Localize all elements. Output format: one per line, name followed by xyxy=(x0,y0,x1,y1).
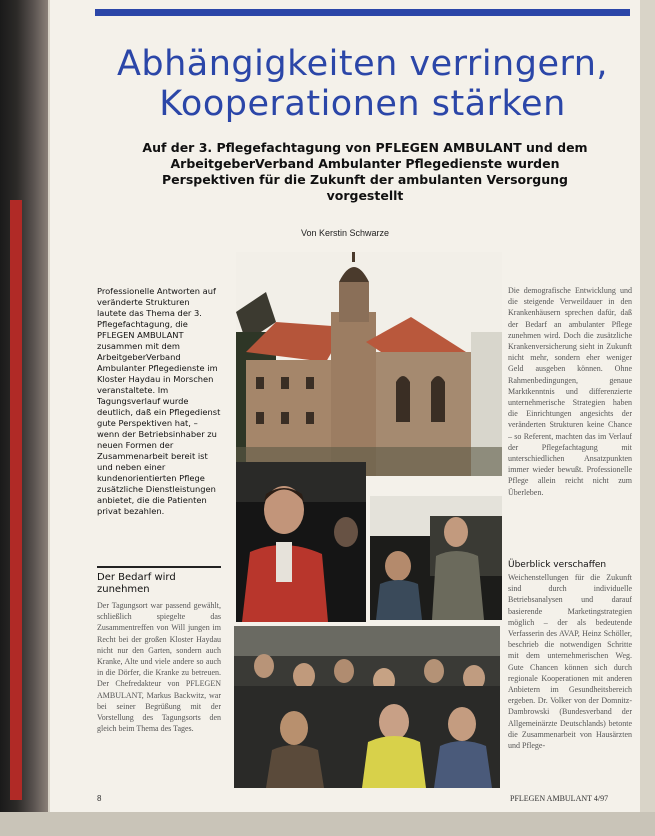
scan-bottom-margin xyxy=(0,812,655,836)
photo-speaker xyxy=(236,462,366,622)
intro-column xyxy=(97,286,221,517)
article-subtitle: Auf der 3. Pflegefachtagung von PFLEGEN AMBULANT und dem ArbeitgeberVerband Ambulanter Pflegedienste wurden Perspektiven für die Zukunft der ambulanten Versorgung vorgestellt xyxy=(142,140,588,203)
section2-text: Weichenstellungen für die Zukunft sind durch individuelle Betriebsanalysen und darauf basierende Marketingstrategien möglich – der als bedeutende Verfasserin des AVAP, Heinz Schöller, beschrieb die notwendigen Schritte mit dem unternehmerischen Weg. Gute Chancen können sich durch regionale Kooperationen mit anderen Anbietern im Gesundheitsbereich ergeben. Dr. Volker von der Domnitz-Dambrowski (Bundesverband der Allgemeinärzte Deutschlands) betonte die Zusammenarbeit von Hausärzten und Pflege- xyxy=(508,573,632,751)
photo-monastery xyxy=(236,252,502,476)
journal-footer: PFLEGEN AMBULANT 4/97 xyxy=(510,794,609,803)
section2-heading: Überblick verschaffen xyxy=(508,560,607,570)
intro-text: Professionelle Antworten auf veränderte Strukturen lautete das Thema der 3. Pflegefachtagung, die PFLEGEN AMBULANT zusammen mit dem ArbeitgeberVerband Ambulanter Pflegedienste im Kloster Haydau in Morschen veranstaltete. Im Tagungsverlauf wurde deutlich, daß ein Pflegedienst gute Perspektiven hat, – wenn der Betriebsinhaber zu neuen Formen der Zusammenarbeit bereit ist und neben einer kundenorientierten Pflege zusätzliche Dienstleistungen anbietet, die die Patienten privat bezahlen. xyxy=(97,286,221,516)
page-number: 8 xyxy=(97,794,102,803)
book-edge-red-stripe xyxy=(10,200,22,800)
photo-audience-large xyxy=(234,626,500,788)
photo-audience-small xyxy=(370,496,502,620)
section1-text: Der Tagungsort war passend gewählt, schließlich spiegelte das Zusammentreffen von Will jungen im Recht bei der großen Kloster Haydau nicht nur den Garten, sondern auch Kranke, Alte und viele andere so auch in die Dörfer, die Kranke zu betreuen. Der Chefredakteur von PFLEGEN AMBULANT, Markus Backwitz, war bei seiner Begrüßung mit der Vorstellung des Tagungsorts den gleich beim Thema des Tages. xyxy=(97,601,221,734)
section1-heading: Der Bedarf wird zunehmen xyxy=(97,572,176,595)
byline: Von Kerstin Schwarze xyxy=(300,228,390,238)
right-column-text: Die demografische Entwicklung und die steigende Verweildauer in den Krankenhäusern sprechen dafür, daß der Bedarf an ambulanter Pflege zunehmen wird. Doch die zusätzliche Krankenversicherung sieht in Zukunft nicht mehr, sondern eher weniger Geld ausgeben können. Ohne Rahmenbedingungen, genaue Marktkenntnis und differenzierte unternehmerische Strategien haben die Einrichtungen angesichts der veränderten Strukturen keine Chance – so Referent, machten das im Verlauf der Pflegefachtagung mit unterschiedlichen Ansatzpunkten immer wieder bewußt. Professionelle Pflege allein reicht nicht zum Überleben. xyxy=(508,286,632,497)
section-rule xyxy=(97,566,221,568)
top-rule xyxy=(95,9,630,16)
book-edge xyxy=(0,0,48,836)
title-line-1: Abhängigkeiten verringern, xyxy=(116,44,609,84)
title-line-2: Kooperationen stärken xyxy=(159,84,566,124)
